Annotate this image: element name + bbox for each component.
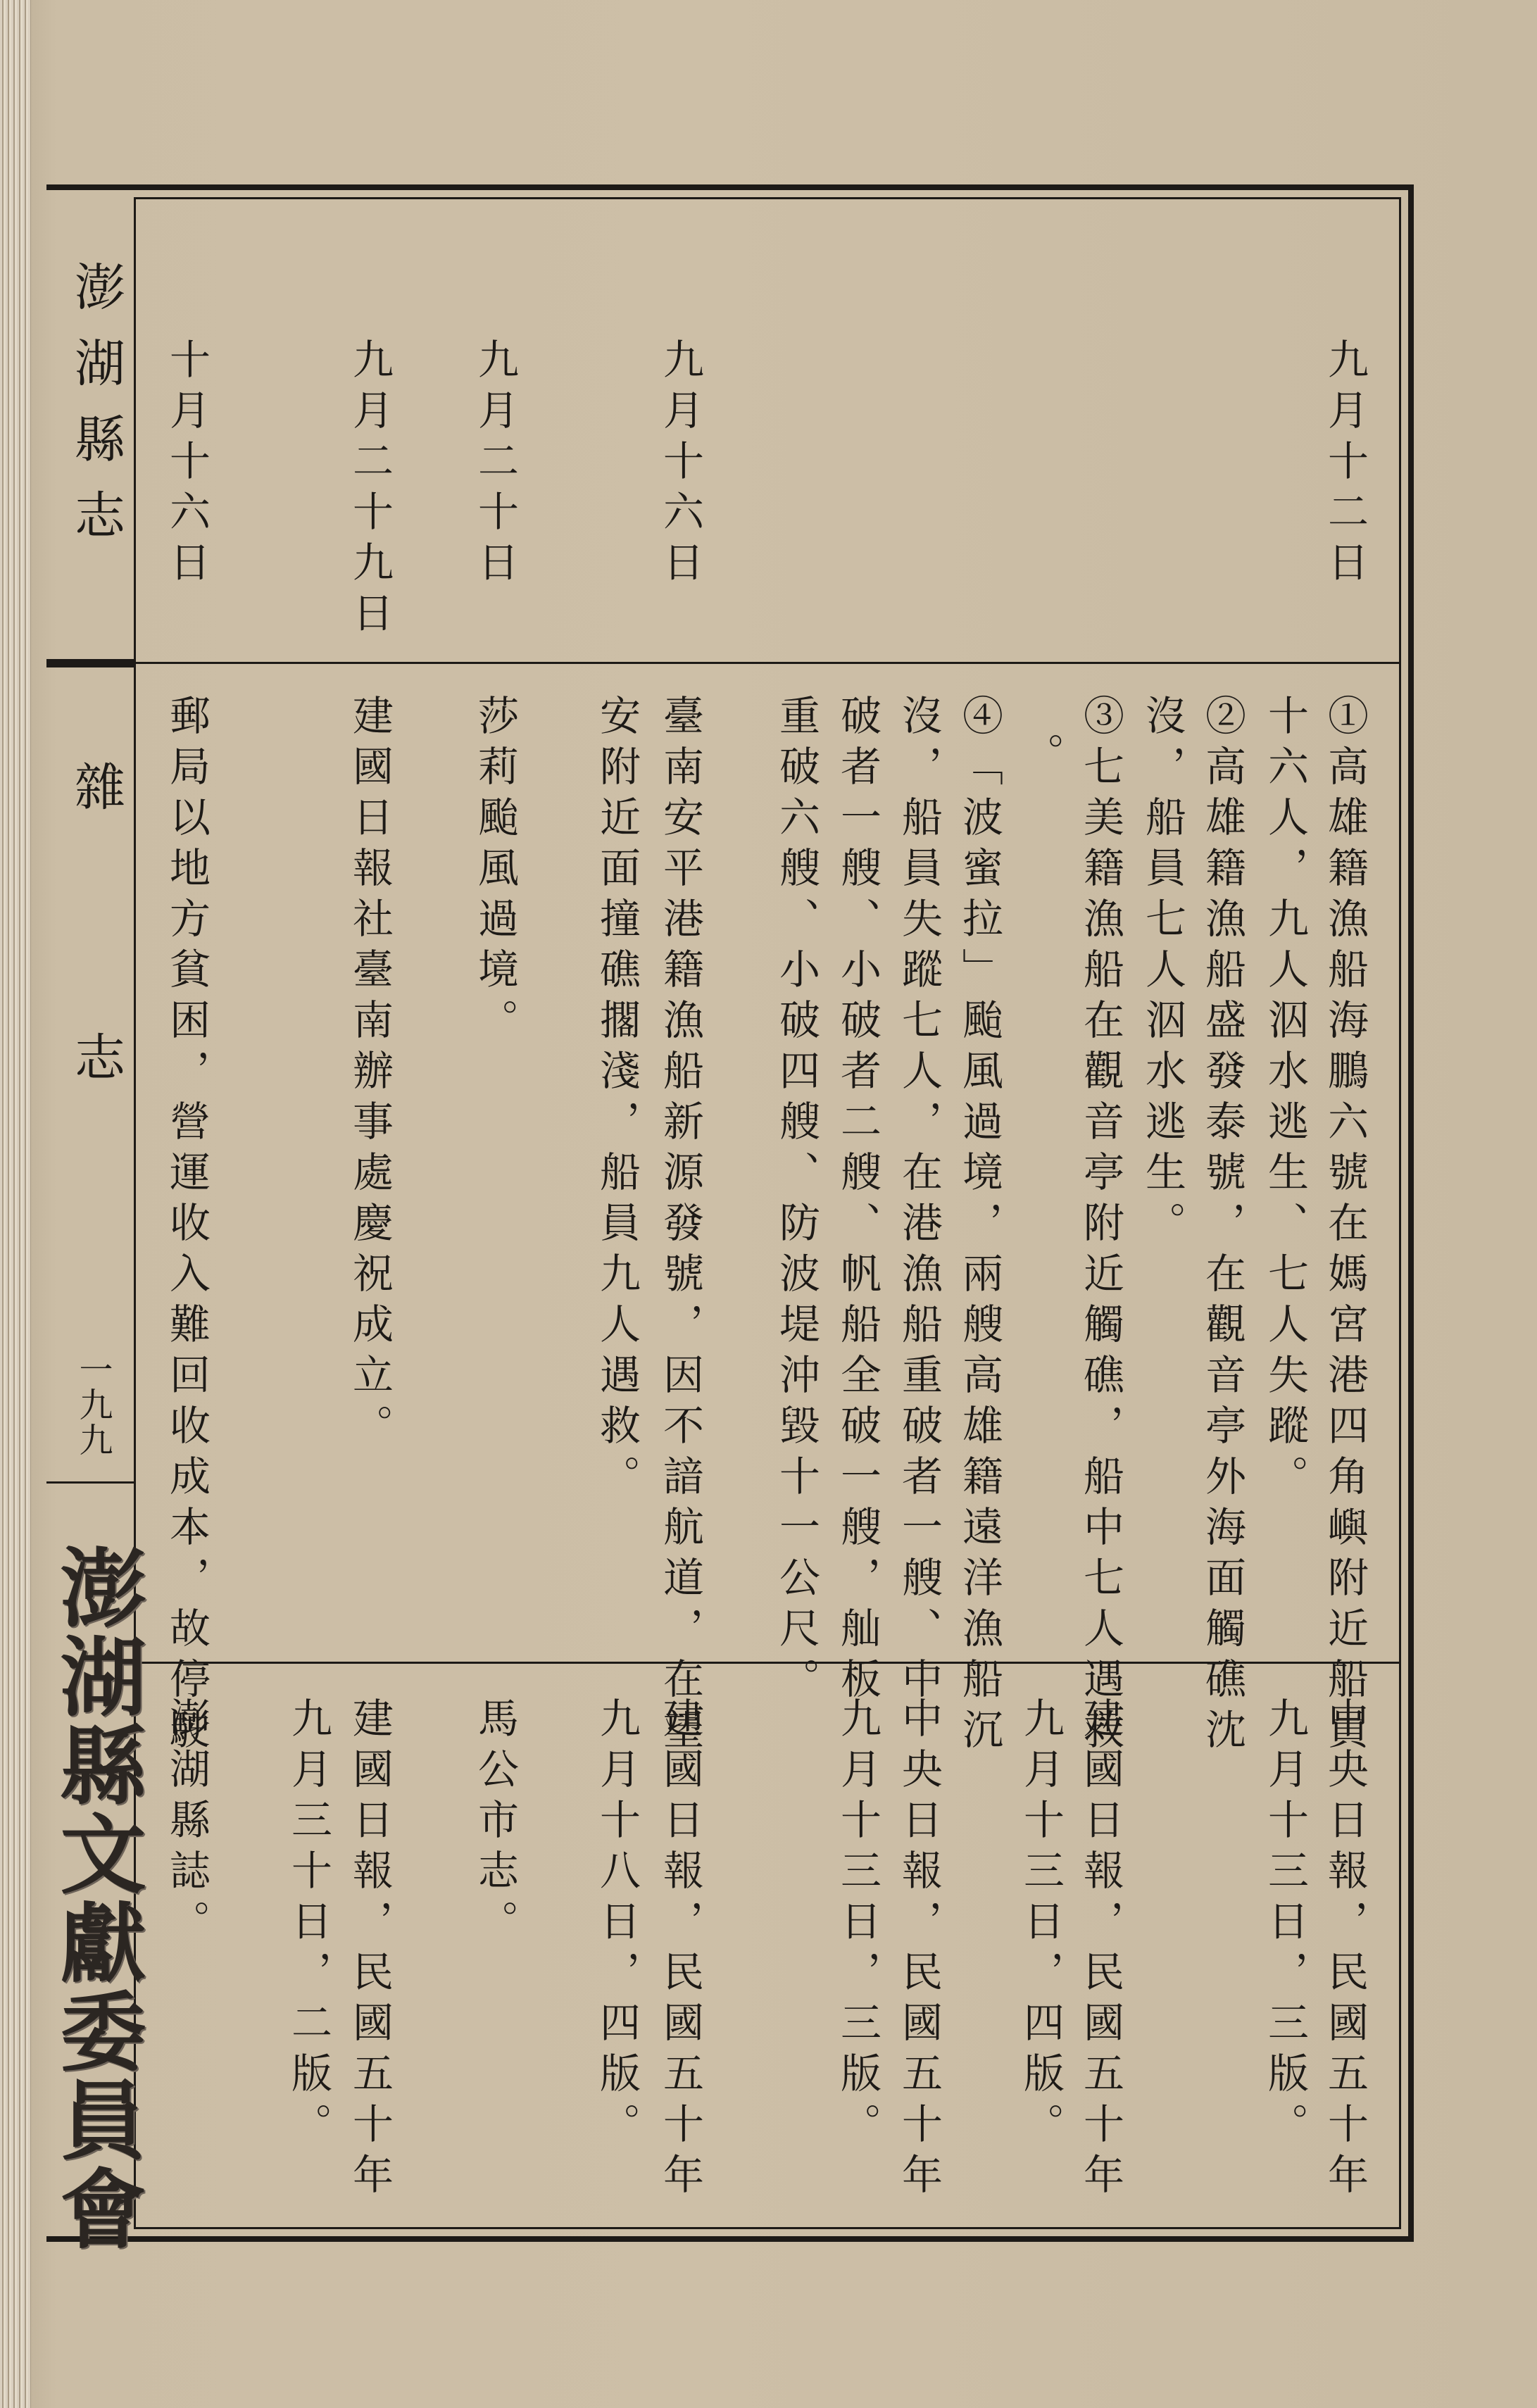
event-text: ②高雄籍漁船盛發泰號，在觀音亭外海面觸礁沈: [1198, 694, 1246, 1759]
event-text: ①高雄籍漁船海鵬六號在媽宮港四角嶼附近船員: [1321, 694, 1369, 1759]
publisher-seal: 澎湖縣文獻委員會: [46, 1543, 147, 2253]
event-text: ④「波蜜拉」颱風過境，兩艘高雄籍遠洋漁船沉: [955, 694, 1003, 1759]
source-citation: 建國日報，民國五十年: [1077, 1697, 1124, 2204]
book-title: 澎湖縣志: [66, 261, 125, 565]
event-text: 建國日報社臺南辦事處慶祝成立。: [346, 694, 394, 1455]
event-text: 郵局以地方貧困，營運收入難回收成本，故停駛: [163, 694, 211, 1759]
book-spine-edge: [0, 0, 31, 2408]
date-entry: 九月十六日: [656, 338, 704, 591]
section-title: 雜 志: [66, 760, 125, 1166]
source-citation: 澎湖縣誌。: [163, 1697, 211, 1950]
source-citation: 馬公市志。: [471, 1697, 519, 1950]
event-text: 破者一艘、小破者二艘、帆船全破一艘，舢板: [834, 694, 882, 1708]
date-entry: 十月十六日: [163, 338, 211, 591]
source-citation: 九月十三日，三版。: [1261, 1697, 1309, 2153]
page-number: 一九九: [73, 1352, 113, 1457]
source-citation: 九月十三日，三版。: [834, 1697, 882, 2153]
event-text: 安附近面撞礁擱淺，船員九人遇救。: [593, 694, 641, 1505]
source-citation: 建國日報，民國五十年: [346, 1697, 394, 2204]
event-text: 沒，船員七人泅水逃生。: [1138, 694, 1186, 1252]
event-text: 。: [1017, 732, 1065, 783]
source-citation: 中央日報，民國五十年: [895, 1697, 943, 2204]
date-entry: 九月十二日: [1321, 338, 1369, 591]
event-text: 重破六艘、小破四艘、防波堤沖毀十一公尺。: [772, 694, 820, 1708]
event-text: ③七美籍漁船在觀音亭附近觸礁，船中七人遇救: [1077, 694, 1124, 1759]
source-citation: 九月十三日，四版。: [1017, 1697, 1065, 2153]
margin-rule-top: [46, 659, 134, 667]
date-entry: 九月二十九日: [346, 338, 394, 642]
source-citation: 建國日報，民國五十年: [656, 1697, 704, 2204]
source-citation: 九月三十日，二版。: [284, 1697, 332, 2153]
source-citation: 九月十八日，四版。: [593, 1697, 641, 2153]
event-text: 莎莉颱風過境。: [471, 694, 519, 1049]
source-citation: 中央日報，民國五十年: [1321, 1697, 1369, 2204]
event-text: 沒，船員失蹤七人，在港漁船重破者一艘、中: [895, 694, 943, 1708]
date-row-divider: [134, 662, 1401, 664]
event-text: 臺南安平港籍漁船新源發號，因不諳航道，在望: [656, 694, 704, 1759]
event-text: 十六人，九人泅水逃生、七人失蹤。: [1261, 694, 1309, 1505]
date-entry: 九月二十日: [471, 338, 519, 591]
margin-rule-bottom: [46, 1481, 134, 1484]
